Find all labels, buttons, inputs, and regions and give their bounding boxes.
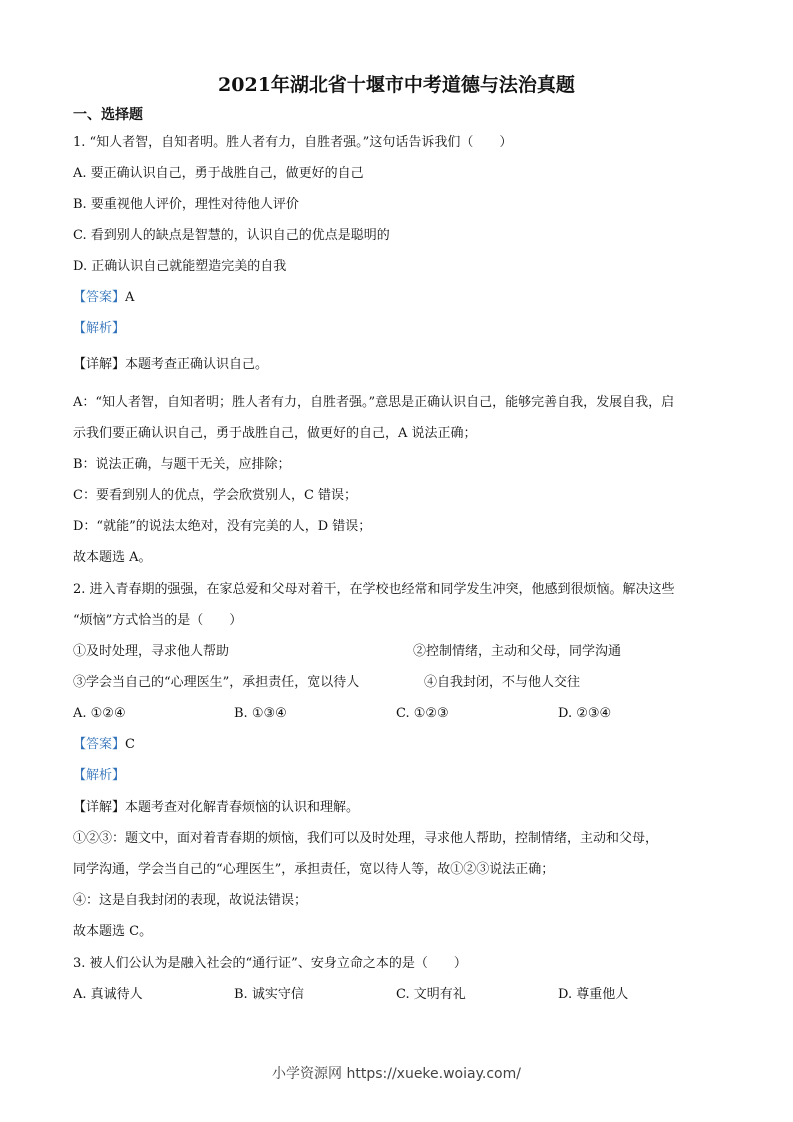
q3-option-a: A. 真诚待人 <box>73 987 143 1002</box>
q2-conclusion: 故本题选 C。 <box>73 924 153 939</box>
q2-item-2: ②控制情绪，主动和父母，同学沟通 <box>413 644 622 659</box>
q1-detail <box>73 356 268 374</box>
q1-explain-a1: A：“知人者智，自知者明；胜人者有力，自胜者强。”意思是正确认识自己，能够完善自我，发展自我，启 <box>73 395 675 410</box>
footer-watermark: 小学资源网 https://xueke.woiay.com/ <box>272 1066 521 1082</box>
q1-explain-c: C：要看到别人的优点，学会欣赏别人，C 错误； <box>73 488 358 503</box>
q2-explain-line1: ①②③：题文中，面对着青春期的烦恼，我们可以及时处理，寻求他人帮助，控制情绪，主动和父母， <box>73 831 659 846</box>
q1-explain-b: B：说法正确，与题干无关，应排除； <box>73 457 291 472</box>
detail-tag: 【详解】 <box>73 357 126 372</box>
q3-stem: 3. 被人们公认为是融入社会的“通行证”、安身立命之本的是（ ） <box>73 956 467 971</box>
q1-explain-d: D：“就能”的说法太绝对，没有完美的人，D 错误； <box>73 519 372 534</box>
detail-text: 本题考查对化解青春烦恼的认识和理解。 <box>125 800 360 815</box>
q1-option-c: C. 看到别人的缺点是智慧的，认识自己的优点是聪明的 <box>73 228 390 243</box>
answer-tag: 【答案】 <box>73 290 126 305</box>
q1-option-b: B. 要重视他人评价，理性对待他人评价 <box>73 197 299 212</box>
q1-option-a: A. 要正确认识自己，勇于战胜自己，做更好的自己 <box>73 166 364 181</box>
q2-item-3: ③学会当自己的“心理医生”，承担责任，宽以待人 <box>73 675 360 690</box>
q2-explain-line3: ④：这是自我封闭的表现，故说法错误； <box>73 893 308 908</box>
q2-option-d: D. ②③④ <box>558 706 612 721</box>
q1-analysis-tag: 【解析】 <box>73 321 126 336</box>
answer-tag: 【答案】 <box>73 737 126 752</box>
q1-stem: 1. “知人者智，自知者明。胜人者有力，自胜者强。”这句话告诉我们（ ） <box>73 135 513 150</box>
q2-detail <box>73 799 359 817</box>
q2-item-1: ①及时处理，寻求他人帮助 <box>73 644 230 659</box>
q2-option-c: C. ①②③ <box>396 706 449 721</box>
q1-explain-a2: 示我们要正确认识自己，勇于战胜自己，做更好的自己，A 说法正确； <box>73 426 477 441</box>
q2-stem-line1: 2. 进入青春期的强强，在家总爱和父母对着干，在学校也经常和同学发生冲突，他感到很烦恼。解决这些 <box>73 582 675 597</box>
q2-option-a: A. ①②④ <box>73 706 126 721</box>
q2-explain-line2: 同学沟通，学会当自己的“心理医生”，承担责任，宽以待人等，故①②③说法正确； <box>73 862 555 877</box>
q2-item-4: ④自我封闭，不与他人交往 <box>424 675 581 690</box>
q1-conclusion: 故本题选 A。 <box>73 550 152 565</box>
q2-option-b: B. ①③④ <box>234 706 287 721</box>
detail-tag: 【详解】 <box>73 800 126 815</box>
page-title: 2021年湖北省十堰市中考道德与法治真题 <box>218 74 575 96</box>
q2-stem-line2: “烦恼”方式恰当的是（ ） <box>73 613 243 628</box>
q3-option-b: B. 诚实守信 <box>234 987 304 1002</box>
q3-option-c: C. 文明有礼 <box>396 987 466 1002</box>
q2-answer <box>73 736 135 754</box>
section-heading: 一、选择题 <box>73 107 143 123</box>
answer-value: A <box>125 290 135 305</box>
detail-text: 本题考查正确认识自己。 <box>125 357 269 372</box>
answer-value: C <box>125 737 135 752</box>
q1-answer <box>73 289 134 307</box>
q3-option-d: D. 尊重他人 <box>558 987 629 1002</box>
q1-option-d: D. 正确认识自己就能塑造完美的自我 <box>73 259 287 274</box>
q2-analysis-tag: 【解析】 <box>73 768 126 783</box>
